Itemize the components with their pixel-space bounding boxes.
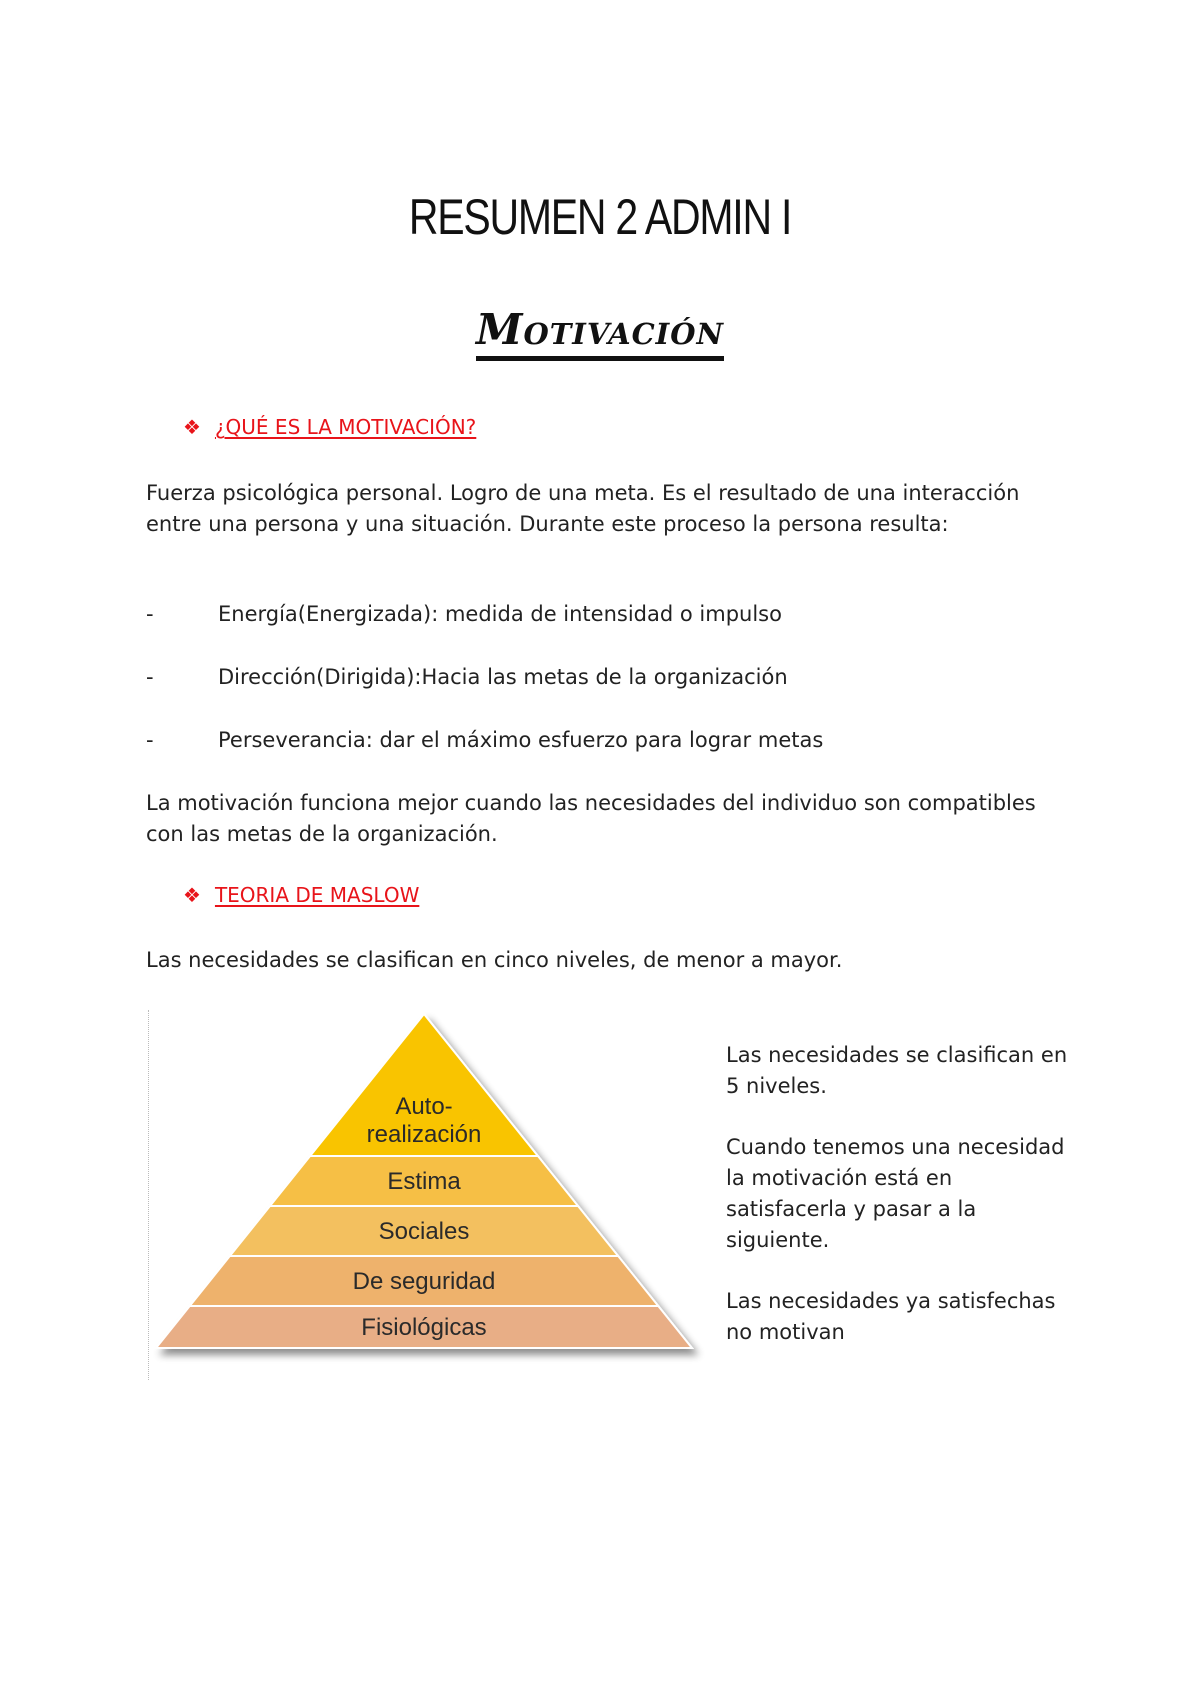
heading-text: TEORIA DE MASLOW bbox=[214, 883, 420, 907]
side-note: Cuando tenemos una necesidad la motivación está en satisfacerla y pasar a la siguiente. bbox=[726, 1135, 1065, 1252]
pyramid-level-label: Fisiológicas bbox=[361, 1314, 487, 1341]
pyramid-level-label: Auto- bbox=[395, 1093, 453, 1120]
paragraph-closing: La motivación funciona mejor cuando las necesidades del individuo son compatibles con las metas de la organización. bbox=[146, 791, 1036, 846]
paragraph-maslow-intro: Las necesidades se clasifican en cinco niveles, de menor a mayor. bbox=[146, 948, 843, 972]
dash-bullet: - bbox=[146, 728, 154, 752]
list-item bbox=[146, 665, 788, 689]
document-title: RESUMEN 2 ADMIN I bbox=[408, 189, 792, 245]
list-item-text: Energía(Energizada): medida de intensidad o impulso bbox=[218, 602, 782, 626]
maslow-pyramid-svg bbox=[149, 1010, 709, 1380]
dash-bullet: - bbox=[146, 665, 154, 689]
heading-que-es-motivacion bbox=[183, 415, 476, 439]
side-note: Las necesidades se clasifican en 5 niveles. bbox=[726, 1043, 1068, 1098]
list-item-text: Perseverancia: dar el máximo esfuerzo para lograr metas bbox=[218, 728, 824, 752]
pyramid-level-label: Estima bbox=[387, 1168, 461, 1195]
list-item bbox=[146, 728, 823, 752]
diamond-bullet-icon: ❖ bbox=[183, 415, 201, 439]
maslow-pyramid-figure bbox=[148, 1010, 709, 1380]
heading-text: ¿QUÉ ES LA MOTIVACIÓN? bbox=[214, 415, 477, 439]
dash-bullet: - bbox=[146, 602, 154, 626]
pyramid-level-label: Sociales bbox=[378, 1218, 470, 1245]
side-note: Las necesidades ya satisfechas no motivan bbox=[726, 1289, 1056, 1344]
heading-teoria-maslow bbox=[183, 883, 419, 907]
pyramid-level-label: De seguridad bbox=[352, 1268, 496, 1295]
paragraph-definition: Fuerza psicológica personal. Logro de una meta. Es el resultado de una interacción entre una persona y una situación. Durante este proceso la persona resulta: bbox=[146, 481, 1020, 536]
diamond-bullet-icon: ❖ bbox=[183, 883, 201, 907]
section-title-text: Motivación bbox=[476, 305, 724, 361]
pyramid-level-label: realización bbox=[366, 1121, 482, 1148]
section-title bbox=[0, 305, 1200, 361]
list-item-text: Dirección(Dirigida):Hacia las metas de la organización bbox=[218, 665, 788, 689]
list-item bbox=[146, 602, 782, 626]
